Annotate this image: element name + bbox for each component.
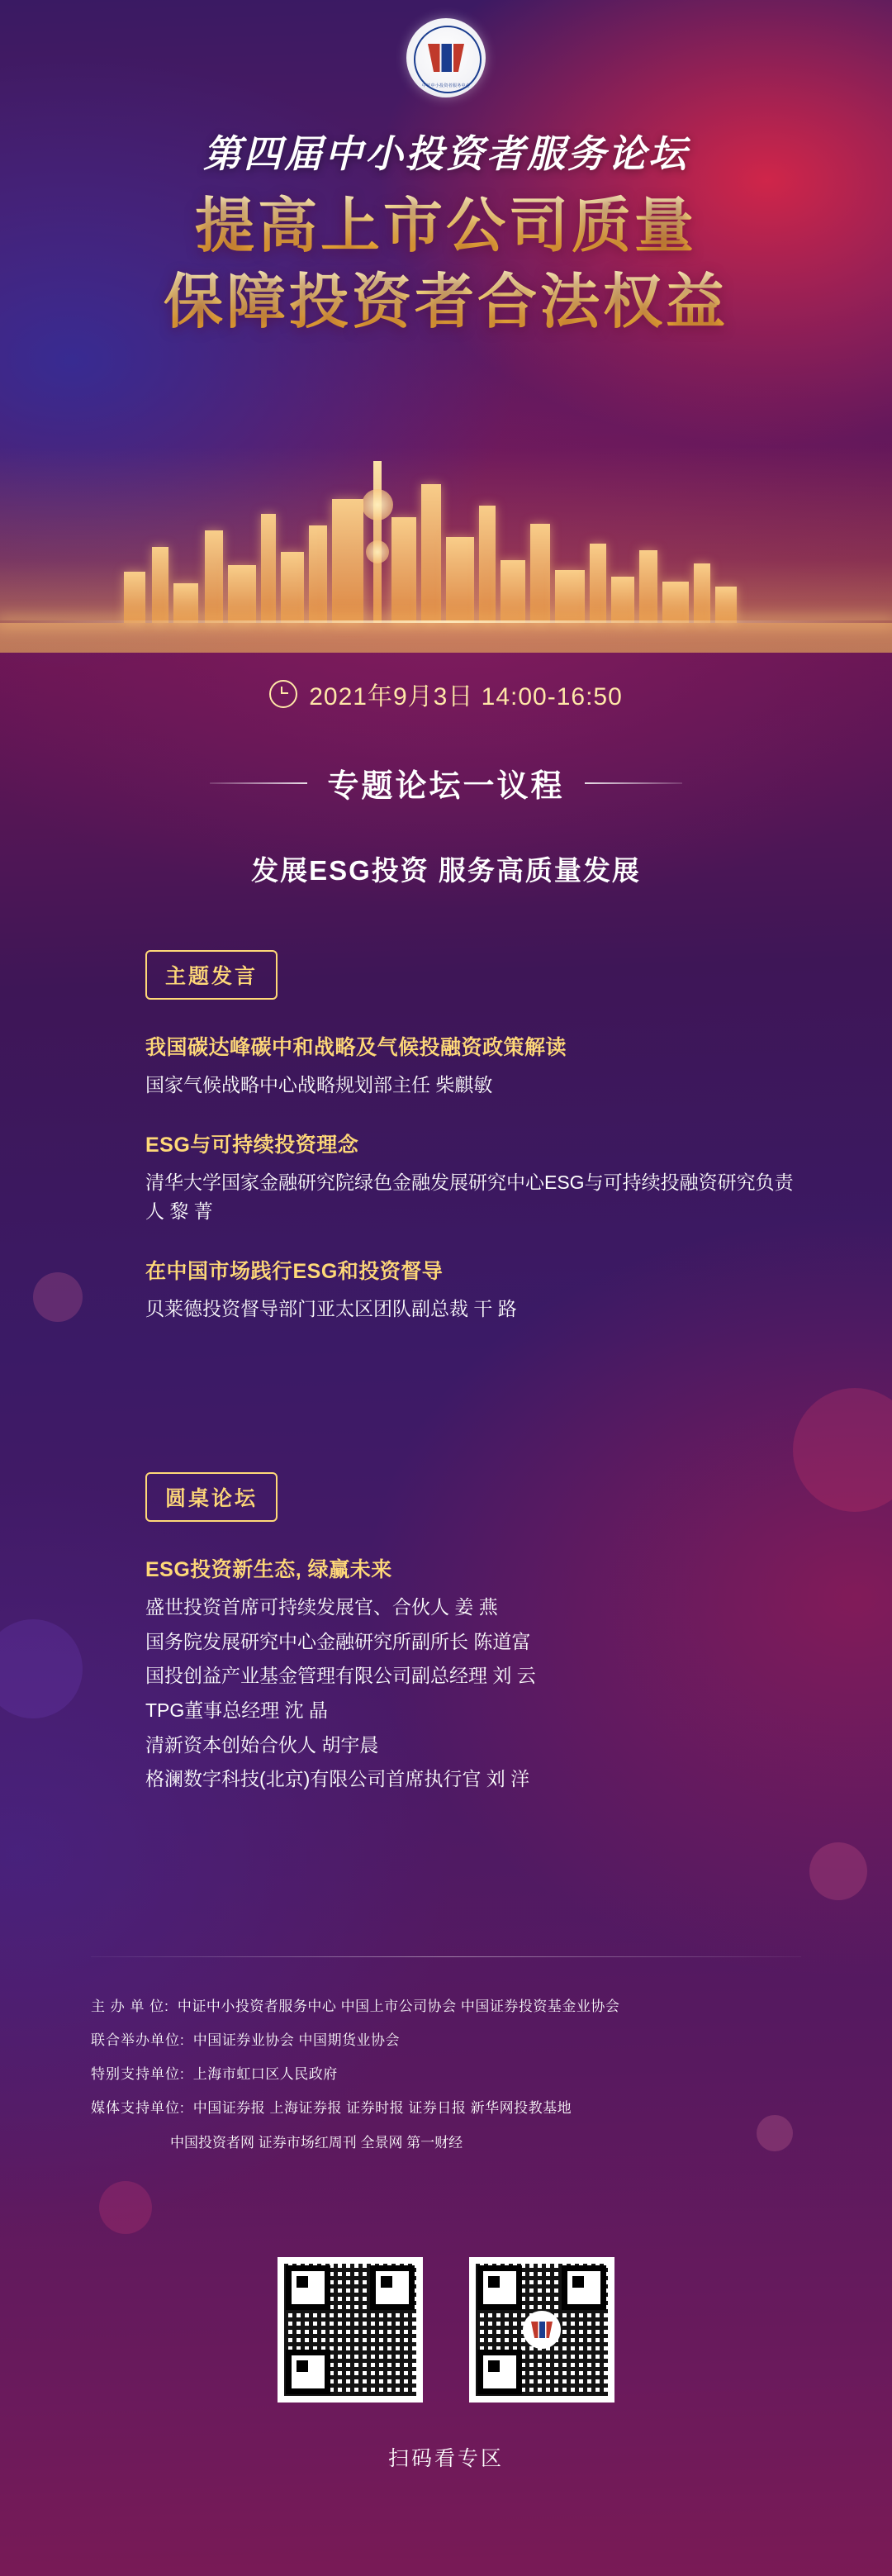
header-rule-left (210, 782, 307, 784)
main-title-line-2: 保障投资者合法权益 (0, 264, 892, 340)
building (611, 577, 634, 623)
agenda-section-header (0, 760, 892, 806)
forum-logo (406, 18, 486, 97)
keynote-speaker: 清华大学国家金融研究院绿色金融发展研究中心ESG与可持续投融资研究负责人 黎 菁 (145, 1171, 794, 1223)
building (501, 560, 525, 623)
building (662, 582, 689, 623)
keynote-speaker: 贝莱德投资督导部门亚太区团队副总裁 干 路 (145, 1297, 517, 1319)
building (479, 506, 496, 623)
water-reflection (0, 623, 892, 653)
organizer-label: 主 办 单 位: (91, 1999, 169, 2014)
keynote-topic: ESG与可持续投资理念 (145, 1133, 359, 1157)
qr-finder-bottom-left (477, 2350, 522, 2394)
building (694, 563, 710, 623)
building (446, 537, 474, 623)
agenda-title: 专题论坛一议程 (327, 769, 565, 804)
decorative-bokeh (33, 1272, 83, 1322)
building (421, 484, 441, 623)
event-datetime (0, 676, 892, 712)
clock-icon (269, 680, 297, 708)
building (639, 550, 657, 623)
organizer-label: 联合举办单位: (91, 2032, 185, 2049)
keynote-item (145, 1129, 809, 1227)
building (715, 587, 737, 623)
decorative-bokeh (99, 2181, 152, 2234)
roundtable-panelist: 清新资本创始合伙人 胡宇晨 (145, 1733, 379, 1756)
decorative-bokeh (793, 1388, 892, 1512)
qr-finder-bottom-left (286, 2350, 330, 2394)
qr-code-area (0, 2257, 892, 2403)
header-rule-right (585, 782, 682, 784)
building (332, 499, 363, 623)
logo-label: 中证中小投资者服务中心 (421, 83, 471, 88)
poster-main-title (0, 188, 892, 340)
building (261, 514, 276, 623)
keynote-tag: 主题发言 (145, 950, 278, 1000)
building (205, 530, 223, 623)
qr-finder-top-right (562, 2265, 606, 2310)
main-title-line-1: 提高上市公司质量 (0, 188, 892, 264)
building (152, 547, 168, 623)
decorative-bokeh (0, 1619, 83, 1718)
organizer-value: 中国证券报 上海证券报 证券时报 证券日报 新华网投教基地 (192, 2100, 572, 2117)
keynote-list (145, 1031, 809, 1352)
organizer-label: 特别支持单位: (91, 2066, 185, 2083)
qr-center-logo-icon (523, 2311, 561, 2349)
organizer-row (91, 2060, 818, 2088)
roundtable-panelist: 国务院发展研究中心金融研究所副所长 陈道富 (145, 1630, 531, 1652)
keynote-topic: 在中国市场践行ESG和投资督导 (145, 1259, 444, 1283)
tv-tower (373, 461, 382, 623)
building (173, 583, 198, 623)
qr-finder-top-left (286, 2265, 330, 2310)
building (391, 517, 416, 623)
agenda-subtitle: 发展ESG投资 服务高质量发展 (251, 855, 641, 886)
hero-banner (0, 0, 892, 653)
organizer-label: 媒体支持单位: (91, 2100, 185, 2117)
keynote-speaker: 国家气候战略中心战略规划部主任 柴麒敏 (145, 1074, 493, 1096)
roundtable-topic: ESG投资新生态, 绿赢未来 (145, 1558, 392, 1581)
organizer-value: 中国证券业协会 中国期货业协会 (192, 2032, 400, 2049)
building (124, 572, 145, 623)
qr-caption: 扫码看专区 (387, 2447, 504, 2470)
building (281, 552, 304, 623)
logo-mark-icon (428, 44, 464, 72)
roundtable-panelist: 盛世投资首席可持续发展官、合伙人 姜 燕 (145, 1596, 498, 1618)
building (555, 570, 585, 623)
organizer-value: 中证中小投资者服务中心 中国上市公司协会 中国证券投资基金业协会 (177, 1999, 620, 2014)
skyline-illustration (0, 405, 892, 653)
qr-finder-top-right (370, 2265, 415, 2310)
decorative-bokeh (809, 1842, 867, 1900)
forum-name: 第四届中小投资者服务论坛 (203, 133, 689, 175)
building (530, 524, 550, 623)
building (590, 544, 606, 623)
organizer-row (91, 2094, 818, 2122)
qr-code-right[interactable] (469, 2257, 614, 2403)
event-datetime-text: 2021年9月3日 14:00-16:50 (309, 683, 623, 711)
roundtable-panelist: 格澜数字科技(北京)有限公司首席执行官 刘 洋 (145, 1768, 530, 1790)
organizer-row (91, 2027, 818, 2054)
footer-divider (91, 1956, 801, 1957)
organizer-value-continued: 中国投资者网 证券市场红周刊 全景网 第一财经 (170, 2134, 463, 2151)
qr-finder-top-left (477, 2265, 522, 2310)
keynote-topic: 我国碳达峰碳中和战略及气候投融资政策解读 (145, 1036, 567, 1059)
keynote-item (145, 1031, 809, 1100)
roundtable-panelist: 国投创益产业基金管理有限公司副总经理 刘 云 (145, 1665, 536, 1687)
organizer-value: 上海市虹口区人民政府 (192, 2066, 338, 2083)
keynote-item (145, 1255, 809, 1324)
roundtable-list (145, 1553, 809, 1799)
building (309, 525, 327, 623)
qr-code-left[interactable] (278, 2257, 423, 2403)
organizer-block (91, 1993, 818, 2156)
organizer-row (91, 1993, 818, 2020)
roundtable-panelist: TPG董事总经理 沈 晶 (145, 1699, 329, 1721)
building (228, 565, 256, 623)
roundtable-tag: 圆桌论坛 (145, 1472, 278, 1522)
